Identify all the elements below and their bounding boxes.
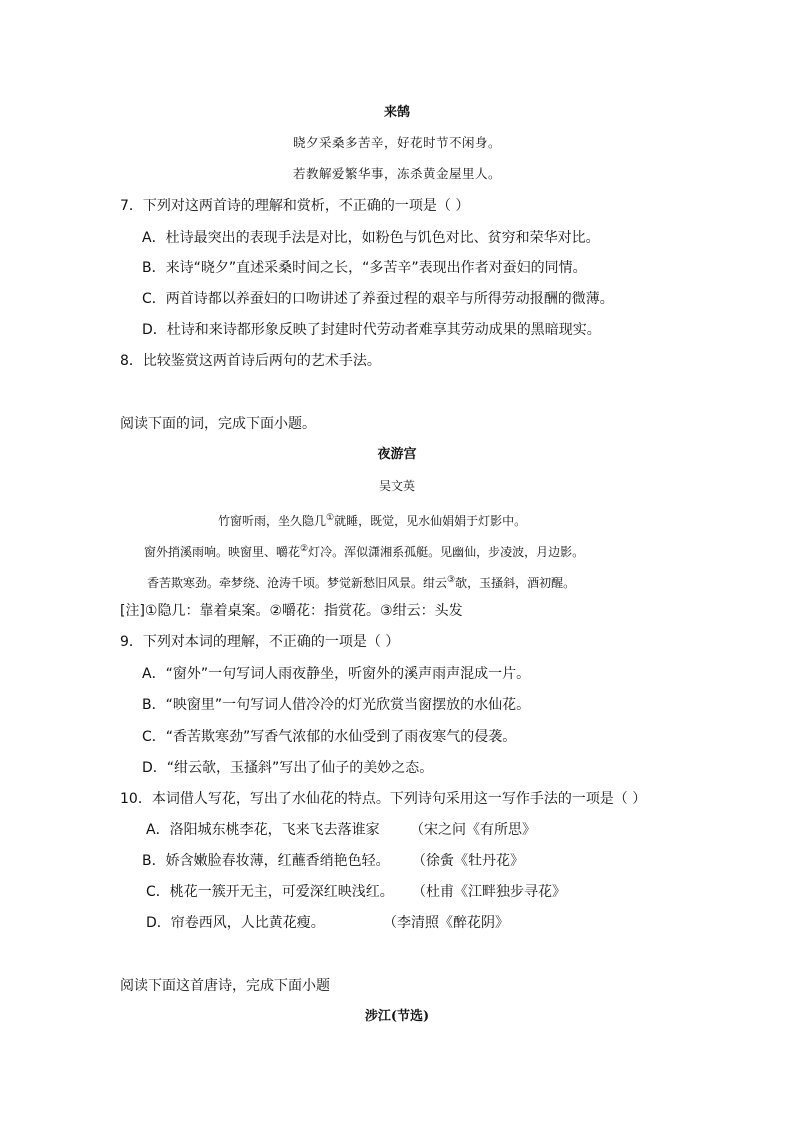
- poem-line-1: 晓夕采桑多苦辛，好花时节不闲身。: [292, 135, 501, 150]
- question-9-option-a: A．“窗外”一句写词人雨夜静坐，听窗外的溪声雨声混成一片。: [142, 666, 531, 682]
- ci-preface: [218, 508, 526, 531]
- question-10-option-b-source: （徐夤《牡丹花》: [412, 853, 524, 869]
- ci-verse-1-part-2: 灯冷。浑似潇湘系孤艇。见幽仙，步凌波，月边影。: [308, 545, 585, 559]
- ci-verse-2: [147, 570, 575, 593]
- question-10-option-b: B．娇含嫩脸春妆薄，红蘸香绡艳色轻。: [142, 853, 390, 869]
- ci-author: 吴文英: [378, 479, 415, 493]
- section-2-intro: 阅读下面的词，完成下面小题。: [120, 416, 316, 432]
- ci-verse-1: [144, 539, 584, 562]
- question-8-stem: 8．比较鉴赏这两首诗后两句的艺术手法。: [120, 353, 381, 369]
- question-7-option-d: D．杜诗和来诗都形象反映了封建时代劳动者难享其劳动成果的黑暗现实。: [142, 322, 601, 338]
- question-7-option-b: B．来诗“晓夕”直述采桑时间之长，“多苦辛”表现出作者对蚕妇的同情。: [142, 260, 587, 276]
- question-9-stem: 9．下列对本词的理解，不正确的一项是（ ）: [120, 634, 400, 650]
- question-10-option-d-source: （李清照《醉花阴》: [383, 915, 509, 931]
- ci-verse-1-part-1: 窗外捎溪雨响。映窗里、嚼花: [144, 545, 301, 559]
- ci-verse-2-part-1: 香苦欺寒劲。牵梦绕、沧涛千顷。梦觉新愁旧风景。绀云: [147, 576, 448, 590]
- question-9-option-c: C．“香苦欺寒劲”写香气浓郁的水仙受到了雨夜寒气的侵袭。: [142, 729, 517, 745]
- question-10-option-a: A．洛阳城东桃李花，飞来飞去落谁家: [146, 822, 380, 838]
- question-10-option-a-source: （宋之问《有所思》: [410, 822, 536, 838]
- question-7-option-a: A．杜诗最突出的表现手法是对比，如粉色与饥色对比、贫穷和荣华对比。: [142, 230, 600, 246]
- question-9-option-d: D．“绀云欹，玉搔斜”写出了仙子的美妙之态。: [142, 760, 434, 776]
- note-marker-2: ②: [300, 544, 309, 554]
- question-10-option-d: D．帘卷西风，人比黄花瘦。: [146, 915, 325, 931]
- ci-verse-2-part-2: 欹，玉搔斜，酒初醒。: [455, 576, 576, 590]
- section-3-intro: 阅读下面这首唐诗，完成下面小题: [120, 978, 330, 994]
- question-7-option-c: C．两首诗都以养蚕妇的口吻讲述了养蚕过程的艰辛与所得劳动报酬的微薄。: [142, 291, 614, 307]
- question-9-option-b: B．“映窗里”一句写词人借冷冷的灯光欣赏当窗摆放的水仙花。: [142, 697, 531, 713]
- question-10-option-c-source: （杜甫《江畔独步寻花》: [412, 884, 566, 900]
- poem-title: 来鹄: [383, 105, 410, 120]
- poem-3-title: 涉江(节选): [364, 1009, 430, 1024]
- ci-title: 夜游宫: [377, 447, 417, 462]
- question-10-option-c: C．桃花一簇开无主，可爱深红映浅红。: [146, 884, 394, 900]
- ci-notes: [注]①隐几：靠着桌案。②嚼花：指赏花。③绀云：头发: [120, 603, 463, 619]
- note-marker-3: ③: [447, 575, 456, 585]
- note-marker-1: ①: [326, 513, 335, 523]
- ci-preface-part-1: 竹窗听雨，坐久隐几: [218, 514, 327, 528]
- question-10-stem: 10．本词借人写花，写出了水仙花的特点。下列诗句采用这一写作手法的一项是（ ）: [120, 791, 647, 807]
- question-7-stem: 7．下列对这两首诗的理解和赏析，不正确的一项是（ ）: [120, 198, 470, 214]
- poem-line-2: 若教解爱繁华事，冻杀黄金屋里人。: [292, 166, 501, 181]
- ci-preface-part-2: 就睡，既觉，见水仙娟娟于灯影中。: [334, 514, 527, 528]
